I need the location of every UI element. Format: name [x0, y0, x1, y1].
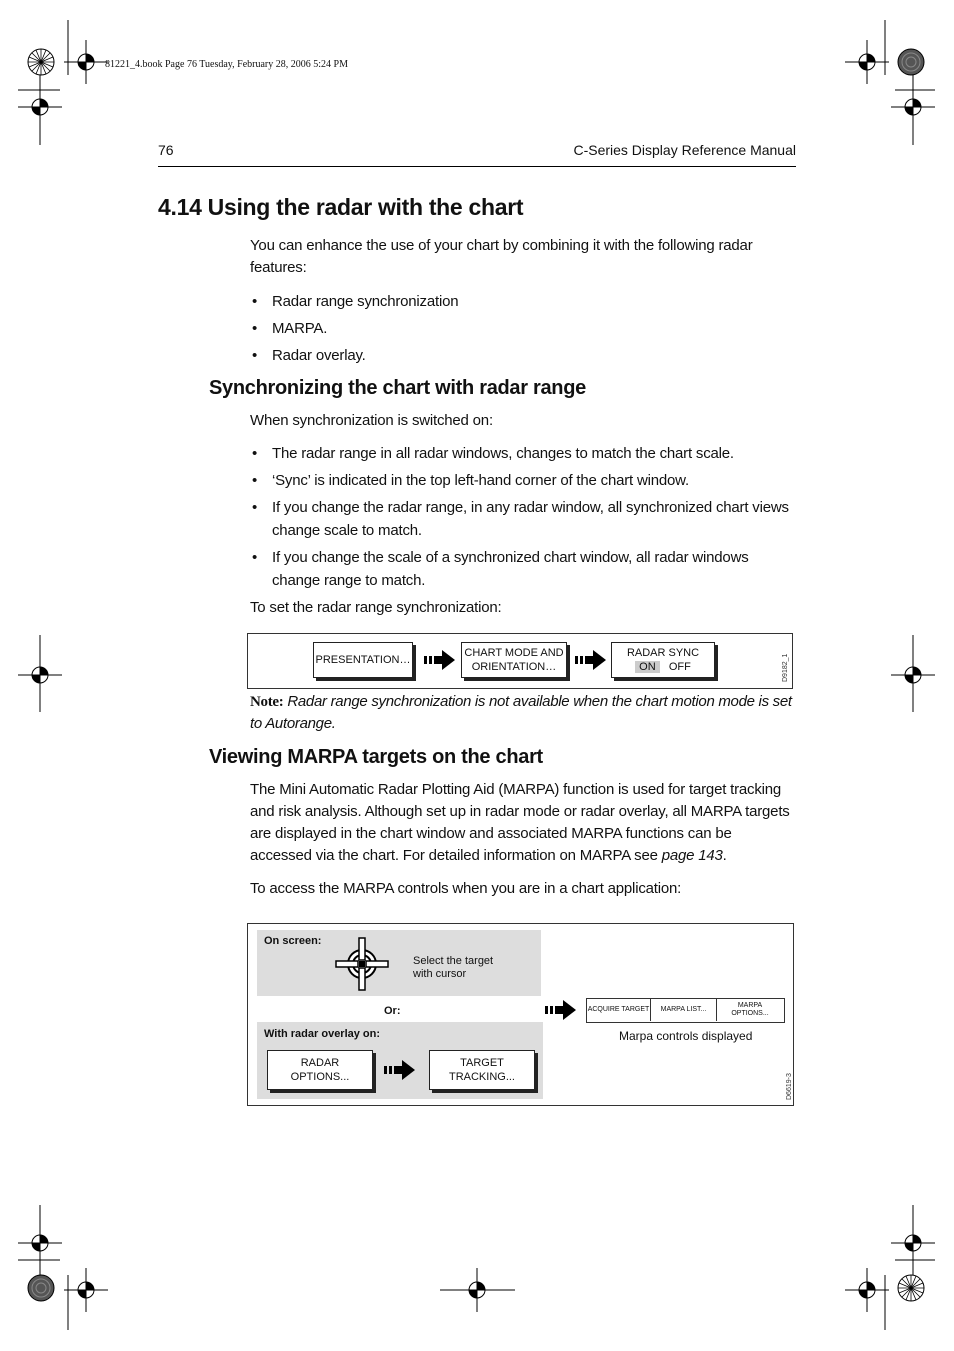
marpa-howto: To access the MARPA controls when you are in a chart application: [250, 880, 682, 897]
right-arrow-icon [424, 648, 456, 672]
cursor-target-icon [334, 936, 390, 992]
feature-item: • MARPA. [252, 320, 328, 337]
target-tracking-key: TARGET TRACKING... [429, 1050, 535, 1090]
right-arrow-icon [575, 648, 607, 672]
presentation-key: PRESENTATION… [313, 642, 413, 678]
page-link[interactable]: page 143 [661, 847, 723, 864]
manual-title: C-Series Display Reference Manual [573, 142, 796, 158]
figure-code: D6619-3 [786, 1073, 793, 1100]
sync-bullet: • If you change the scale of a synchronized chart window, all radar windows change range to match. [252, 549, 749, 589]
sync-heading: Synchronizing the chart with radar range [209, 377, 586, 399]
right-arrow-icon [384, 1058, 416, 1082]
sync-bullet: • ‘Sync’ is indicated in the top left-hand corner of the chart window. [252, 472, 689, 489]
marpa-paragraph: The Mini Automatic Radar Plotting Aid (MARPA) function is used for target tracking and risk analysis. Although set up in radar mode or radar overlay, all MARPA targets are displayed in the chart window and associated MARPA functions can be accessed via the chart. For detailed information on MARPA see page 143. [250, 781, 790, 864]
or-label: Or: [384, 1005, 401, 1017]
radar-options-key: RADAR OPTIONS... [267, 1050, 373, 1090]
right-arrow-icon [545, 998, 577, 1022]
feature-item: • Radar range synchronization [252, 293, 459, 310]
feature-item: • Radar overlay. [252, 347, 366, 364]
on-screen-label: On screen: [264, 935, 322, 947]
marpa-caption: Marpa controls displayed [619, 1029, 753, 1043]
figure-code: D9182_1 [782, 653, 789, 682]
sync-howto: To set the radar range synchronization: [250, 599, 502, 616]
page-number: 76 [158, 142, 174, 158]
section-title: 4.14 Using the radar with the chart [158, 194, 524, 220]
acquire-target-softkey: ACQUIRE TARGET [587, 999, 651, 1021]
overlay-label: With radar overlay on: [264, 1028, 381, 1040]
header-rule [158, 166, 796, 167]
sync-diagram [247, 633, 793, 689]
sync-bullet: • The radar range in all radar windows, changes to match the chart scale. [252, 445, 734, 462]
intro-paragraph: You can enhance the use of your chart by combining it with the following radar features: [250, 237, 753, 276]
sync-bullet: • If you change the radar range, in any radar window, all synchronized chart views change scale to match. [252, 499, 789, 539]
sync-off-option: OFF [668, 661, 691, 673]
book-info: 81221_4.book Page 76 Tuesday, February 28, 2006 5:24 PM [105, 59, 348, 70]
radar-sync-key: RADAR SYNC ON OFF [611, 642, 715, 678]
marpa-heading: Viewing MARPA targets on the chart [209, 746, 543, 768]
sync-note: Note: Radar range synchronization is not available when the chart motion mode is set to Autorange. [250, 693, 792, 732]
marpa-list-softkey: MARPA LIST... [651, 999, 717, 1021]
chart-mode-key: CHART MODE AND ORIENTATION… [461, 642, 567, 678]
select-target-text: Select the target with cursor [413, 955, 494, 980]
sync-lead: When synchronization is switched on: [250, 412, 493, 429]
marpa-options-softkey: MARPA OPTIONS... [731, 1002, 769, 1017]
sync-on-option: ON [635, 661, 660, 673]
